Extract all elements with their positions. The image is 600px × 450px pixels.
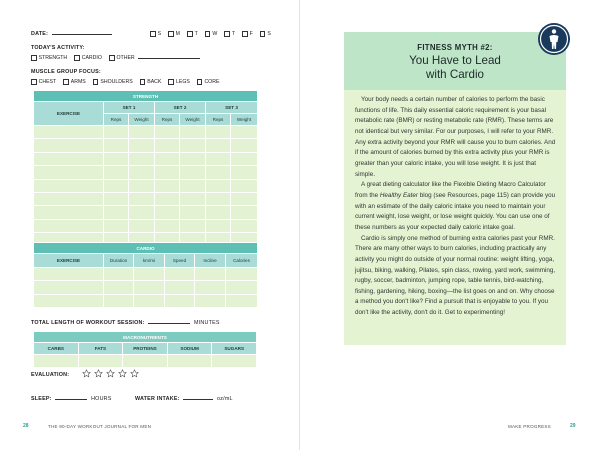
activity-other[interactable] bbox=[109, 55, 200, 61]
day-checkbox[interactable] bbox=[150, 31, 161, 37]
weekday-checkboxes bbox=[150, 31, 271, 37]
checkbox[interactable] bbox=[168, 31, 174, 37]
table-row[interactable] bbox=[34, 355, 257, 368]
evaluation-label: EVALUATION: bbox=[31, 372, 70, 378]
day-checkbox[interactable] bbox=[260, 31, 271, 37]
page-number-left: 28 bbox=[23, 423, 29, 429]
checkbox[interactable] bbox=[168, 79, 174, 85]
carbs-header: CARBS bbox=[34, 343, 79, 355]
paragraph: Cardio is simply one method of burning extra calories past your RMR. There are many other ways to burn calories, including practically any activity you might do outside of your normal routine: weight lifting, yoga, jujitsu, biking, walking, Pilates, spin class, rowing, yard work, swimming, rugby, soccer, badminton, jumping rope, table tennis, bird-watching, fishing, gardening, hiking, boxing—the list goes on and on. Why choose a method you don't like? Find a pursuit that is enjoyable to you. If you don't like the activity, don't do it. Get to experimenting! bbox=[355, 234, 556, 317]
cardio-title: CARDIO bbox=[34, 243, 258, 254]
star-icon[interactable] bbox=[130, 369, 139, 378]
day-checkbox[interactable] bbox=[205, 31, 218, 37]
myth-header bbox=[344, 32, 566, 90]
speed-header: Speed bbox=[165, 254, 195, 268]
date-line[interactable] bbox=[52, 34, 112, 35]
footer-section-title: MAKE PROGRESS bbox=[508, 424, 551, 429]
person-icon bbox=[538, 23, 570, 55]
fats-header: FATS bbox=[78, 343, 123, 355]
distance-header: km/mi bbox=[134, 254, 165, 268]
myth-title-line: You Have to Lead bbox=[409, 54, 501, 67]
proteins-header: PROTEINS bbox=[123, 343, 168, 355]
option-label: ARMS bbox=[70, 79, 86, 85]
muscle-chest[interactable] bbox=[31, 79, 56, 85]
paragraph-text: blog (see Resources, page 115) can provide you with an estimate of the daily caloric intake you need to maintain your current weight, lose weight, or lose weight quickly. You can use one of these numbers as your expected daily caloric intake goal. bbox=[355, 191, 556, 231]
date-field[interactable] bbox=[31, 31, 112, 37]
table-row[interactable] bbox=[34, 126, 258, 139]
option-label: STRENGTH bbox=[38, 55, 68, 61]
cardio-exercise-header: EXERCISE bbox=[34, 254, 104, 268]
calories-header: Calories bbox=[226, 254, 258, 268]
page-number-right: 29 bbox=[570, 423, 576, 429]
checkbox[interactable] bbox=[93, 79, 99, 85]
emphasis-text: Healthy Eater bbox=[379, 191, 419, 199]
reps-header: Reps bbox=[206, 114, 231, 126]
duration-header: Duration bbox=[104, 254, 134, 268]
reps-header: Reps bbox=[104, 114, 129, 126]
evaluation-rating[interactable] bbox=[82, 369, 139, 378]
activity-label: TODAY'S ACTIVITY: bbox=[31, 45, 85, 51]
option-label: LEGS bbox=[176, 79, 190, 85]
table-row[interactable] bbox=[34, 268, 258, 281]
checkbox[interactable] bbox=[205, 31, 211, 37]
day-checkbox[interactable] bbox=[187, 31, 198, 37]
star-icon[interactable] bbox=[82, 369, 91, 378]
option-label: OTHER bbox=[116, 55, 135, 61]
star-icon[interactable] bbox=[94, 369, 103, 378]
table-row[interactable] bbox=[34, 152, 258, 165]
checkbox[interactable] bbox=[140, 79, 146, 85]
muscle-label: MUSCLE GROUP FOCUS: bbox=[31, 69, 101, 75]
star-icon[interactable] bbox=[106, 369, 115, 378]
day-label: T bbox=[231, 31, 236, 37]
cardio-table bbox=[33, 242, 258, 308]
day-label: M bbox=[175, 31, 180, 37]
muscle-legs[interactable] bbox=[168, 79, 189, 85]
set-header: SET 3 bbox=[206, 102, 258, 114]
sleep-unit: HOURS bbox=[91, 396, 112, 402]
star-icon[interactable] bbox=[118, 369, 127, 378]
day-label: F bbox=[249, 31, 253, 37]
checkbox[interactable] bbox=[31, 55, 37, 61]
myth-card bbox=[344, 32, 566, 345]
incline-header: Incline bbox=[195, 254, 226, 268]
runner-badge bbox=[538, 23, 570, 55]
checkbox[interactable] bbox=[150, 31, 156, 37]
activity-strength[interactable] bbox=[31, 55, 67, 61]
water-label: WATER INTAKE: bbox=[135, 396, 180, 402]
session-unit: MINUTES bbox=[194, 320, 220, 326]
checkbox[interactable] bbox=[242, 31, 248, 37]
water-unit: oz/mL bbox=[217, 396, 233, 402]
table-row[interactable] bbox=[34, 192, 258, 205]
myth-body bbox=[355, 95, 556, 319]
option-label: CORE bbox=[204, 79, 220, 85]
weight-header: Weight bbox=[231, 114, 258, 126]
myth-title bbox=[344, 54, 566, 82]
session-label: TOTAL LENGTH OF WORKOUT SESSION: bbox=[31, 320, 145, 326]
option-label: CARDIO bbox=[81, 55, 102, 61]
checkbox[interactable] bbox=[197, 79, 203, 85]
day-label: T bbox=[194, 31, 198, 37]
macros-table bbox=[33, 331, 257, 368]
weight-header: Weight bbox=[180, 114, 206, 126]
table-row[interactable] bbox=[34, 281, 258, 294]
muscle-arms[interactable] bbox=[63, 79, 86, 85]
sugars-header: SUGARS bbox=[212, 343, 257, 355]
muscle-shoulders[interactable] bbox=[93, 79, 133, 85]
water-field[interactable] bbox=[135, 396, 233, 402]
checkbox[interactable] bbox=[224, 31, 230, 37]
sleep-line[interactable] bbox=[55, 399, 87, 400]
set-header: SET 2 bbox=[155, 102, 206, 114]
day-checkbox[interactable] bbox=[168, 31, 180, 37]
table-row[interactable] bbox=[34, 179, 258, 192]
day-label: S bbox=[267, 31, 271, 37]
activity-cardio[interactable] bbox=[74, 55, 102, 61]
sodium-header: SODIUM bbox=[167, 343, 212, 355]
table-row[interactable] bbox=[34, 219, 258, 232]
table-row[interactable] bbox=[34, 166, 258, 179]
checkbox[interactable] bbox=[109, 55, 115, 61]
table-row[interactable] bbox=[34, 294, 258, 307]
paragraph bbox=[355, 180, 556, 233]
date-label: DATE: bbox=[31, 31, 49, 37]
paragraph-text: A great dieting calculator like the Flexible Dieting Macro Calculator from the bbox=[355, 181, 546, 199]
muscle-options bbox=[31, 79, 219, 85]
option-label: BACK bbox=[147, 79, 162, 85]
sleep-field[interactable] bbox=[31, 396, 112, 402]
session-line[interactable] bbox=[148, 323, 190, 324]
checkbox[interactable] bbox=[260, 31, 266, 37]
checkbox[interactable] bbox=[74, 55, 80, 61]
table-row[interactable] bbox=[34, 139, 258, 152]
water-line[interactable] bbox=[183, 399, 213, 400]
muscle-core[interactable] bbox=[197, 79, 220, 85]
option-label: CHEST bbox=[38, 79, 57, 85]
checkbox[interactable] bbox=[31, 79, 37, 85]
reps-header: Reps bbox=[155, 114, 180, 126]
strength-table bbox=[33, 90, 258, 247]
table-row[interactable] bbox=[34, 206, 258, 219]
weight-header: Weight bbox=[129, 114, 155, 126]
strength-title: STRENGTH bbox=[34, 91, 258, 102]
checkbox[interactable] bbox=[187, 31, 193, 37]
right-page bbox=[300, 0, 600, 450]
option-label: SHOULDERS bbox=[100, 79, 133, 85]
sleep-label: SLEEP: bbox=[31, 396, 52, 402]
checkbox[interactable] bbox=[63, 79, 69, 85]
set-header: SET 1 bbox=[104, 102, 155, 114]
muscle-back[interactable] bbox=[140, 79, 162, 85]
day-checkbox[interactable] bbox=[242, 31, 253, 37]
myth-kicker: FITNESS MYTH #2: bbox=[417, 43, 493, 52]
session-length-field[interactable] bbox=[31, 320, 220, 326]
day-checkbox[interactable] bbox=[224, 31, 235, 37]
paragraph: Your body needs a certain number of calories to perform the basic functions of life. This daily essential caloric requirement is your basal metabolic rate (BMR) or resting metabolic rate (RMR). These terms are not identical but very similar. For our purposes, I will refer to your RMR. Any extra activity beyond your RMR will cause you to burn calories. And if the amount of calories burned by this extra activity plus your RMR is greater than your caloric intake, you will lose weight. It is just that simple. bbox=[355, 96, 556, 178]
macros-title: MACRONUTRIENTS bbox=[34, 332, 257, 343]
activity-options bbox=[31, 55, 200, 61]
myth-title-line: with Cardio bbox=[426, 68, 484, 81]
footer-book-title: THE 90-DAY WORKOUT JOURNAL FOR MEN bbox=[48, 424, 152, 429]
day-label: W bbox=[212, 31, 218, 37]
exercise-header: EXERCISE bbox=[34, 102, 104, 126]
other-line[interactable] bbox=[138, 58, 200, 59]
day-label: S bbox=[157, 31, 162, 37]
